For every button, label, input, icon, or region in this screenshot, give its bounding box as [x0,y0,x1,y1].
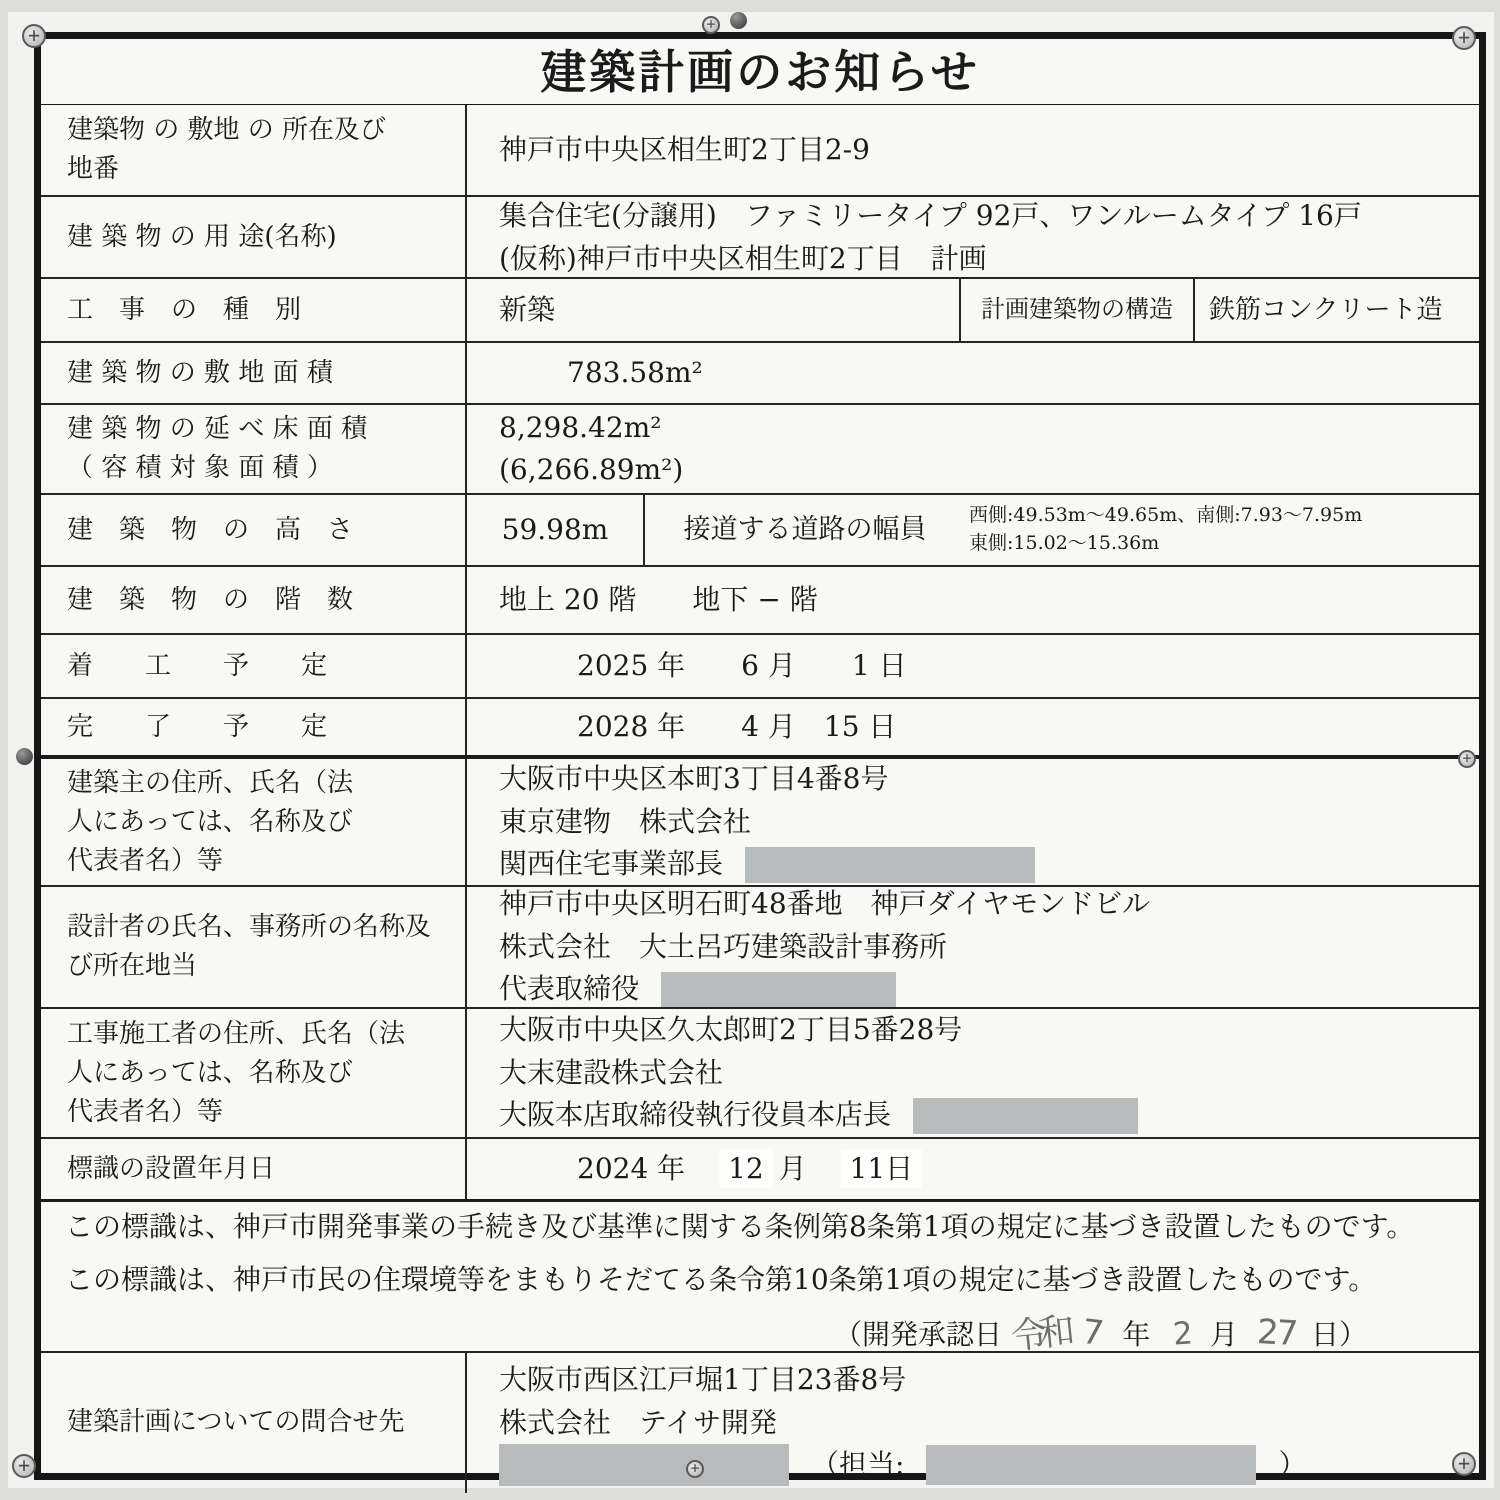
floor-area-total: 8,298.42m² [499,411,662,444]
sign-date-month: 12 [722,1152,770,1185]
designer-representative-line [499,968,1467,1011]
legal-note-2: この標識は、神戸市民の住環境等をまもりそだてる条令第10条第1項の規定に基づき設置したものです。 [65,1263,1377,1297]
row-label-floors [41,567,467,633]
screw-icon [1458,750,1476,768]
handwritten-era: 令和 [1008,1311,1069,1359]
handwritten-year: 7 [1079,1312,1106,1355]
screw-icon [22,24,46,48]
row-value-work-type [467,279,1479,341]
label-line: （ 容 積 対 象 面 積 ） [67,453,333,483]
contact-company: 株式会社 テイサ開発 [499,1405,778,1439]
row-value-site-location [467,105,1479,195]
contractor-company: 大末建設株式会社 [499,1055,724,1089]
contractor-representative-line [499,1094,1467,1137]
handwritten-month: 2 [1172,1315,1195,1353]
row-contractor [41,1007,1479,1137]
redacted-phone-box [499,1444,789,1486]
row-contact [41,1351,1479,1493]
label-line: 建築計画についての問合せ先 [67,1407,405,1438]
road-width-values-cell [965,495,1479,565]
screw-icon [702,16,720,34]
sign-date-year: 2024 年 [577,1152,686,1186]
label-line: 建 築 物 の 階 数 [67,584,354,615]
screw-icon [686,1460,704,1478]
label-line: 工 事 の 種 別 [67,294,302,325]
row-sign-date [41,1137,1479,1199]
work-type-value [467,279,959,341]
screw-icon [12,1454,36,1478]
work-type-text: 新築 [499,293,556,327]
height-value: 59.98m [501,513,609,547]
row-label-building-use [41,197,467,277]
row-building-use [41,195,1479,277]
label-line: 地番 [67,154,120,184]
designer-company: 株式会社 大土呂巧建築設計事務所 [499,929,948,963]
row-label-designer [41,887,467,1007]
row-label-building-height [41,495,467,565]
label-line: 人にあっては、名称及び [67,1057,353,1088]
row-value-contact [467,1353,1479,1493]
screw-icon [1452,26,1476,50]
row-label-site-location [41,105,467,195]
row-label-contact [41,1353,467,1493]
row-value-building-use [467,197,1479,277]
page-title: 建築計画のお知らせ [540,44,980,99]
sign-date-value [577,1147,1467,1190]
start-date-value: 2025 年 6 月 1 日 [577,649,907,683]
screw-icon [1452,1452,1476,1476]
row-value-sign-date [467,1139,1479,1199]
label-line: 建 築 物 の 高 さ [67,514,354,545]
label-line: 設計者の氏名、事務所の名称及 [67,912,432,942]
row-value-floor-area [467,405,1479,493]
road-width-line-1: 西側:49.53m〜49.65m、南側:7.93〜7.95m [969,504,1363,527]
row-site-location [41,105,1479,195]
height-value-cell [467,495,645,565]
row-site-area [41,341,1479,403]
row-value-building-height [467,495,1479,565]
handwritten-day: 27 [1255,1312,1298,1355]
redacted-name-box [913,1098,1138,1134]
label-line: 人にあっては、名称及び [67,806,353,837]
row-value-start-date [467,635,1479,697]
use-line-2: (仮称)神戸市中央区相生町2丁目 計画 [499,242,987,275]
label-line: 代表者名）等 [67,845,224,876]
redacted-name-box [745,847,1035,883]
row-floors [41,565,1479,633]
floors-value: 地上 20 階 地下 − 階 [499,583,818,617]
label-line: 標識の設置年月日 [67,1153,276,1184]
legal-note-1: この標識は、神戸市開発事業の手続き及び基準に関する条例第8条第1項の規定に基づき設置したものです。 [65,1209,1415,1243]
label-line: 完 了 予 定 [67,711,328,742]
contractor-address: 大阪市中央区久太郎町2丁目5番28号 [499,1013,963,1047]
row-label-floor-area [41,405,467,493]
row-floor-area [41,403,1479,493]
label-line: 建築物 の 敷地 の 所在及び [67,115,387,145]
designer-representative-title: 代表取締役 [499,972,640,1006]
row-work-type [41,277,1479,341]
row-label-sign-date [41,1139,467,1199]
approval-prefix: （開発承認日 [833,1318,1002,1352]
screw-icon [16,748,33,765]
redacted-person-box [926,1445,1256,1485]
structure-label-cell [959,279,1193,341]
row-label-owner [41,759,467,885]
row-value-designer [467,887,1479,1007]
label-line: 代表者名）等 [67,1096,224,1127]
row-designer [41,885,1479,1007]
row-label-work-type [41,279,467,341]
approval-month-unit: 月 [1209,1318,1238,1352]
row-label-site-area [41,343,467,403]
row-legal-notes [41,1199,1479,1359]
row-label-start-date [41,635,467,697]
contact-person-prefix: （担当: [811,1448,905,1482]
contact-address: 大阪市西区江戸堀1丁目23番8号 [499,1363,907,1396]
site-area-value: 783.58m² [567,356,703,390]
row-label-contractor [41,1009,467,1137]
approval-day-unit: 日） [1310,1318,1367,1352]
use-line-1: 集合住宅(分譲用) ファミリータイプ 92戸、ワンルームタイプ 16戸 [499,198,1362,232]
sign-date-month-unit: 月 [778,1152,807,1186]
row-value-floors [467,567,1479,633]
row-value-end-date [467,699,1479,755]
label-line: び所在地当 [67,951,198,981]
row-owner [41,755,1479,885]
floor-area-far: (6,266.89m²) [499,453,684,486]
label-line: 建 築 物 の 延 べ 床 面 積 [67,414,368,444]
sign-date-day: 11日 [844,1152,920,1185]
row-end-date [41,697,1479,755]
structure-value: 鉄筋コンクリート造 [1209,294,1443,325]
contact-person-suffix: ） [1278,1448,1307,1482]
label-line: 建築主の住所、氏名（法 [67,767,354,798]
redacted-name-box [661,972,896,1008]
road-width-label: 接道する道路の幅員 [683,514,927,546]
owner-company: 東京建物 株式会社 [499,804,752,838]
title-row [41,39,1479,105]
owner-address: 大阪市中央区本町3丁目4番8号 [499,762,889,796]
site-address: 神戸市中央区相生町2丁目2-9 [499,133,870,167]
label-line: 工事施工者の住所、氏名（法 [67,1018,406,1049]
row-value-owner [467,759,1479,885]
label-line: 着 工 予 定 [67,650,328,681]
row-value-contractor [467,1009,1479,1137]
row-value-site-area [467,343,1479,403]
end-date-value: 2028 年 4 月 15 日 [577,710,897,744]
label-line: 建 築 物 の 敷 地 面 積 [67,357,333,388]
owner-representative-line [499,843,1467,886]
structure-value-cell [1193,279,1479,341]
structure-label: 計画建築物の構造 [981,295,1173,324]
construction-notice-sign [8,12,1494,1488]
contact-phone-line [499,1444,1467,1487]
label-line: 建 築 物 の 用 途(名称) [67,221,337,252]
road-width-line-2: 東側:15.02〜15.36m [969,532,1160,554]
designer-address: 神戸市中央区明石町48番地 神戸ダイヤモンドビル [499,887,1151,921]
contractor-representative-title: 大阪本店取締役執行役員本店長 [499,1098,892,1132]
row-building-height [41,493,1479,565]
road-width-label-cell [645,495,965,565]
screw-icon [730,12,747,29]
approval-year-unit: 年 [1122,1318,1151,1352]
row-label-end-date [41,699,467,755]
owner-representative-title: 関西住宅事業部長 [499,847,724,881]
notice-board-frame [34,32,1486,1480]
row-start-date [41,633,1479,697]
